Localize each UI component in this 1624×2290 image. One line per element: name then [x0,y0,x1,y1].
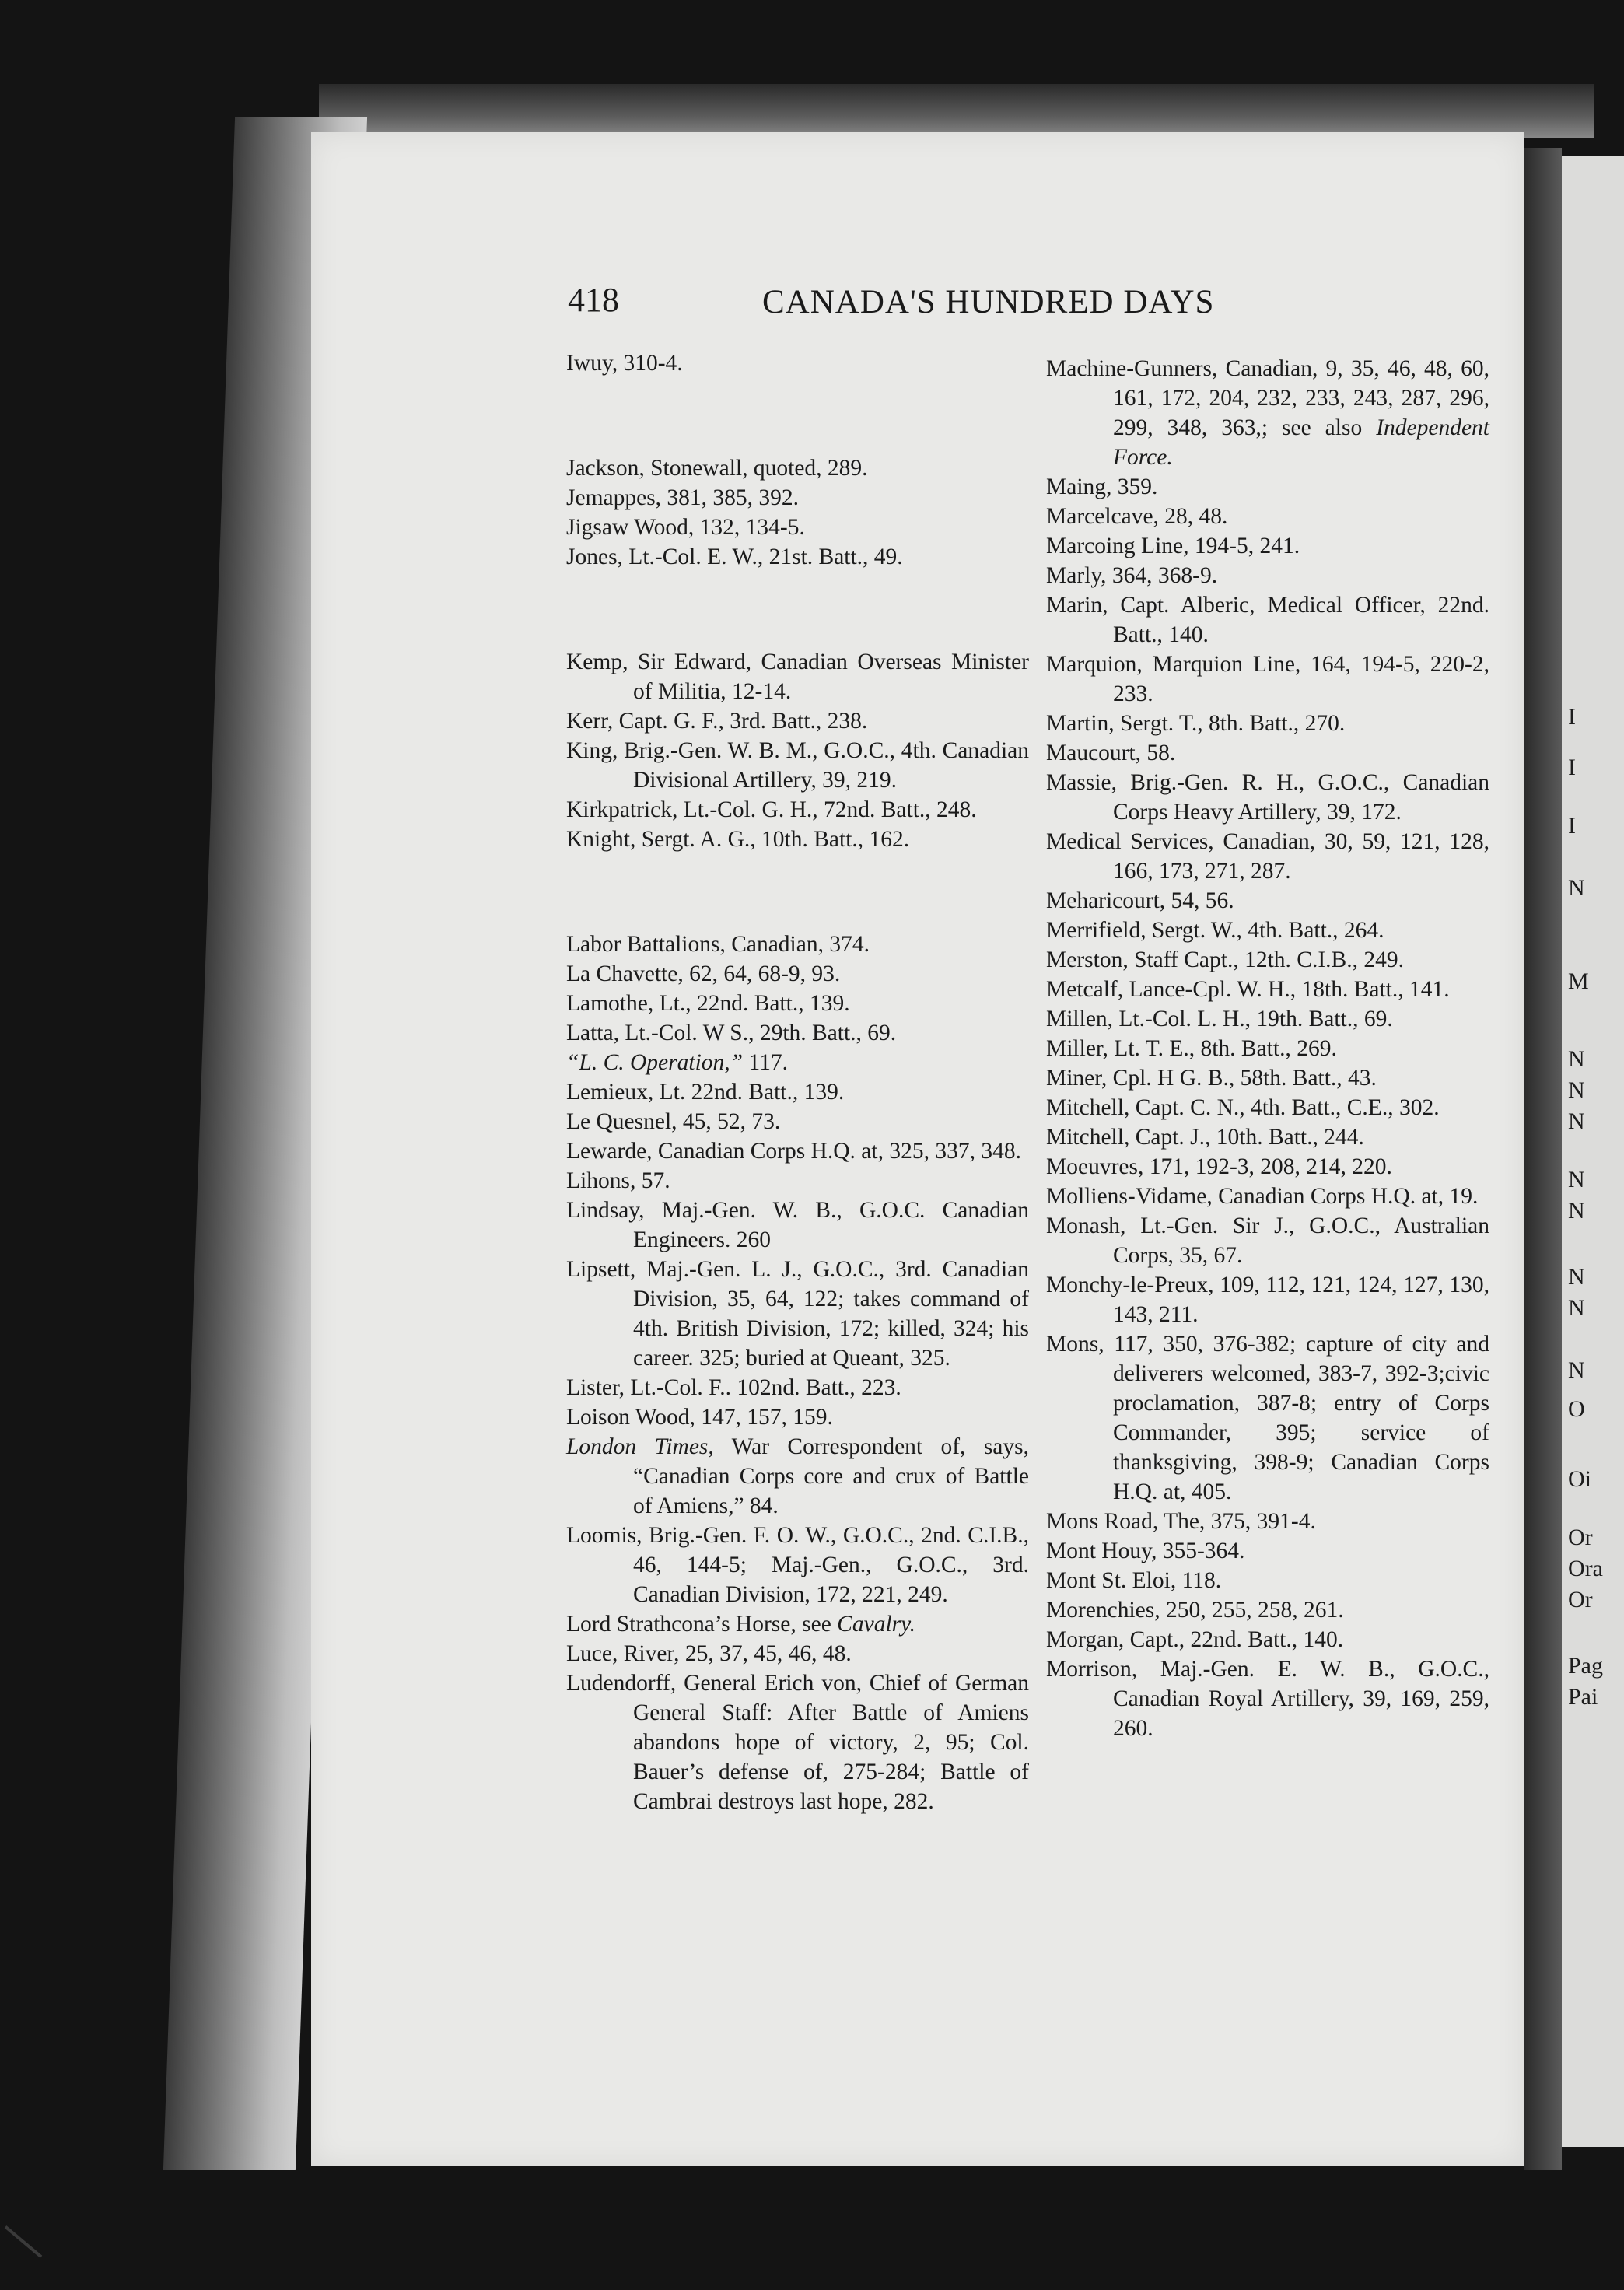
index-entry: Loison Wood, 147, 157, 159. [566,1405,833,1430]
index-spacer [566,595,1029,625]
next-page-letter: Pag [1568,1653,1603,1679]
index-entry: Monash, Lt.-Gen. Sir J., G.O.C., Australian Corps, 35, 67. [1046,1213,1489,1268]
book-top-edge [319,84,1594,138]
next-page-letter: N [1568,1264,1585,1290]
next-page-letter: Or [1568,1525,1593,1550]
index-entry: Mitchell, Capt. C. N., 4th. Batt., C.E., 302. [1046,1095,1440,1120]
index-entry: Moeuvres, 171, 192-3, 208, 214, 220. [1046,1154,1392,1179]
index-entry: Loomis, Brig.-Gen. F. O. W., G.O.C., 2nd. C.I.B., 46, 144-5; Maj.-Gen., G.O.C., 3rd. Canadian Division, 172, 221, 249. [566,1523,1029,1607]
index-entry: Labor Battalions, Canadian, 374. [566,932,870,957]
index-spacer [566,877,1029,907]
index-entry: Medical Services, Canadian, 30, 59, 121, 128, 166, 173, 271, 287. [1046,829,1489,884]
next-page-letter: Oi [1568,1466,1591,1492]
index-entry: Lord Strathcona’s Horse, see Cavalry. [566,1612,915,1637]
next-page-letter: N [1568,1046,1585,1072]
index-entry: Knight, Sergt. A. G., 10th. Batt., 162. [566,827,910,852]
index-entry: Kerr, Capt. G. F., 3rd. Batt., 238. [566,709,868,734]
index-entry: Marly, 364, 368-9. [1046,563,1218,588]
index-entry: Lindsay, Maj.-Gen. W. B., G.O.C. Canadian Engineers. 260 [566,1198,1029,1252]
index-entry: Millen, Lt.-Col. L. H., 19th. Batt., 69. [1046,1007,1393,1031]
index-entry: Morgan, Capt., 22nd. Batt., 140. [1046,1627,1344,1652]
page-number: 418 [568,281,619,319]
index-entry: Lewarde, Canadian Corps H.Q. at, 325, 337, 348. [566,1139,1021,1164]
next-page-letter: N [1568,1198,1585,1224]
index-entry: Jigsaw Wood, 132, 134-5. [566,515,805,540]
index-entry: Maing, 359. [1046,474,1158,499]
next-page-letter: Or [1568,1587,1593,1612]
next-page-letter: M [1568,968,1589,994]
index-entry: Monchy-le-Preux, 109, 112, 121, 124, 127, 130, 143, 211. [1046,1273,1489,1327]
next-page-letter: I [1568,813,1576,839]
index-entry: London Times, War Correspondent of, says, “Canadian Corps core and crux of Battle of Amiens,” 84. [566,1434,1029,1518]
index-entry: Metcalf, Lance-Cpl. W. H., 18th. Batt., 141. [1046,977,1450,1002]
index-entry: Morenchies, 250, 255, 258, 261. [1046,1598,1344,1623]
index-entry: Miller, Lt. T. E., 8th. Batt., 269. [1046,1036,1337,1061]
page-header [568,280,1307,327]
index-entry: Miner, Cpl. H G. B., 58th. Batt., 43. [1046,1066,1377,1091]
index-entry: Luce, River, 25, 37, 45, 46, 48. [566,1641,852,1666]
next-page-letter: Ora [1568,1556,1603,1581]
next-page-letter: I [1568,755,1576,780]
index-column-right [1046,354,1489,1743]
index-entry: Maucourt, 58. [1046,741,1176,765]
index-column-left [566,348,1029,1816]
index-entry: King, Brig.-Gen. W. B. M., G.O.C., 4th. Canadian Divisional Artillery, 39, 219. [566,738,1029,793]
index-entry: Lamothe, Lt., 22nd. Batt., 139. [566,991,850,1016]
index-entry: Marin, Capt. Alberic, Medical Officer, 22nd. Batt., 140. [1046,593,1489,647]
index-entry: Lipsett, Maj.-Gen. L. J., G.O.C., 3rd. Canadian Division, 35, 64, 122; takes command of 4th. British Division, 172; killed, 324; his career. 325; buried at Queant, 325. [566,1257,1029,1371]
next-page-letter: I [1568,704,1576,730]
index-entry: Morrison, Maj.-Gen. E. W. B., G.O.C., Canadian Royal Artillery, 39, 169, 259, 260. [1046,1657,1489,1741]
next-page-letter: Pai [1568,1684,1598,1710]
index-entry: Latta, Lt.-Col. W S., 29th. Batt., 69. [566,1021,897,1045]
index-spacer [566,401,1029,431]
index-entry: “L. C. Operation,” 117. [566,1050,788,1075]
index-entry: Mitchell, Capt. J., 10th. Batt., 244. [1046,1125,1364,1150]
next-page-letter: N [1568,1108,1585,1134]
next-page-letter: O [1568,1396,1585,1422]
index-entry: Ludendorff, General Erich von, Chief of German General Staff: After Battle of Amiens abandons hope of victory, 2, 95; Col. Bauer’s defense of, 275-284; Battle of Cambrai destroys last hope, 282. [566,1671,1029,1814]
index-entry: Iwuy, 310-4. [566,351,683,376]
next-page-fragment [1562,156,1624,2147]
index-entry: Kirkpatrick, Lt.-Col. G. H., 72nd. Batt., 248. [566,797,977,822]
index-entry: Martin, Sergt. T., 8th. Batt., 270. [1046,711,1346,736]
next-page-gutter [1524,148,1562,2170]
index-entry: La Chavette, 62, 64, 68-9, 93. [566,961,841,986]
next-page-letter: N [1568,1167,1585,1192]
index-entry: Mons, 117, 350, 376-382; capture of city and deliverers welcomed, 383-7, 392-3;civic proclamation, 387-8; entry of Corps Commander, 395; service of thanksgiving, 398-9; Canadian Corps H.Q. at, 405. [1046,1332,1489,1504]
index-entry: Marcelcave, 28, 48. [1046,504,1228,529]
index-entry: Jemappes, 381, 385, 392. [566,485,800,510]
index-entry: Lemieux, Lt. 22nd. Batt., 139. [566,1080,845,1105]
scan-corner-mark [5,2225,43,2258]
index-entry: Merston, Staff Capt., 12th. C.I.B., 249. [1046,947,1404,972]
index-entry: Jones, Lt.-Col. E. W., 21st. Batt., 49. [566,544,903,569]
next-page-letter: N [1568,1077,1585,1103]
running-title: CANADA'S HUNDRED DAYS [762,284,1215,320]
index-entry: Kemp, Sir Edward, Canadian Overseas Minister of Militia, 12-14. [566,650,1029,704]
index-entry: Massie, Brig.-Gen. R. H., G.O.C., Canadian Corps Heavy Artillery, 39, 172. [1046,770,1489,825]
index-entry: Le Quesnel, 45, 52, 73. [566,1109,781,1134]
next-page-letter: N [1568,1295,1585,1321]
index-entry: Mons Road, The, 375, 391-4. [1046,1509,1316,1534]
index-entry: Mont St. Eloi, 118. [1046,1568,1222,1593]
index-entry: Machine-Gunners, Canadian, 9, 35, 46, 48, 60, 161, 172, 204, 232, 233, 243, 287, 296, 299, 348, 363,; see also Independent Force. [1046,356,1489,470]
index-entry: Meharicourt, 54, 56. [1046,888,1234,913]
index-entry: Lihons, 57. [566,1168,670,1193]
index-entry: Lister, Lt.-Col. F.. 102nd. Batt., 223. [566,1375,901,1400]
next-page-letter: N [1568,875,1585,901]
index-entry: Marcoing Line, 194-5, 241. [1046,534,1300,558]
index-entry: Mont Houy, 355-364. [1046,1539,1245,1563]
index-entry: Molliens-Vidame, Canadian Corps H.Q. at, 19. [1046,1184,1479,1209]
index-entry: Marquion, Marquion Line, 164, 194-5, 220-2, 233. [1046,652,1489,706]
index-entry: Merrifield, Sergt. W., 4th. Batt., 264. [1046,918,1384,943]
index-entry: Jackson, Stonewall, quoted, 289. [566,456,868,481]
next-page-letter: N [1568,1357,1585,1383]
